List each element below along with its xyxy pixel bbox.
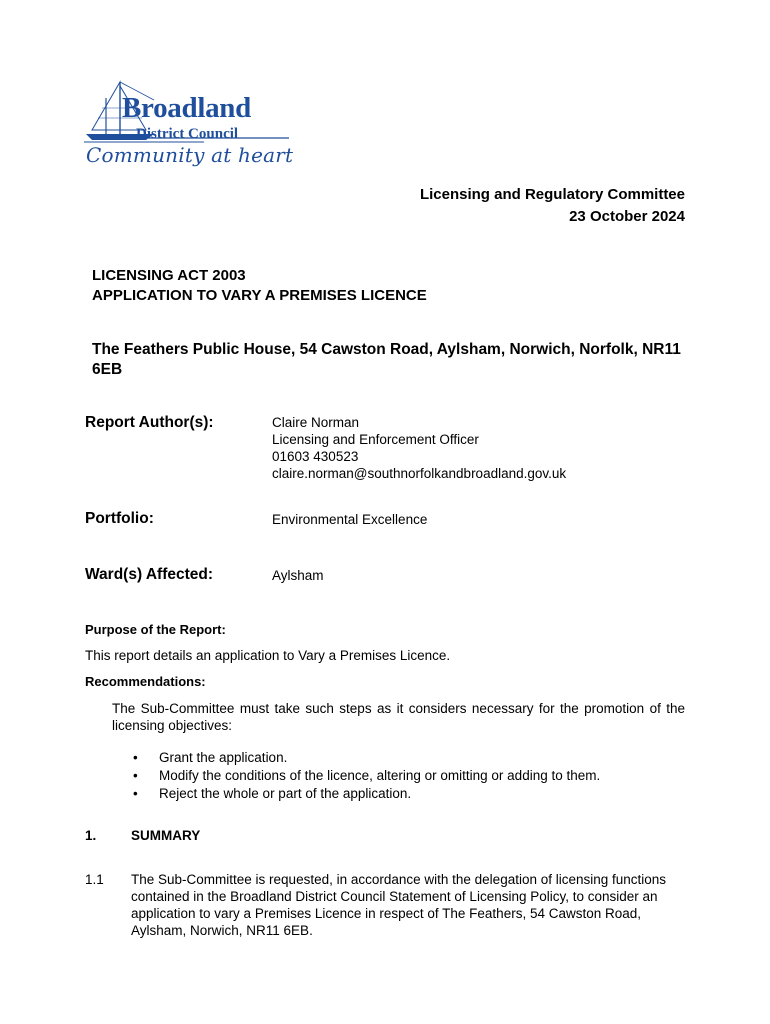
title-line-2: APPLICATION TO VARY A PREMISES LICENCE [92, 287, 427, 304]
logo-subtitle: District Council [136, 126, 239, 142]
title-line-1: LICENSING ACT 2003 [92, 267, 246, 284]
recommendations-heading: Recommendations: [85, 674, 206, 689]
list-item: • Grant the application. [159, 749, 719, 767]
portfolio-value: Environmental Excellence [272, 512, 428, 527]
purpose-text: This report details an application to Vary a Premises Licence. [85, 648, 451, 663]
logo-tagline: Community at heart [86, 143, 294, 167]
paragraph-number: 1.1 [85, 872, 104, 887]
recommendations-intro: The Sub-Committee must take such steps as it considers necessary for the promotion of the licensing objectives: [112, 701, 685, 733]
author-name: Claire Norman [272, 415, 360, 430]
section-heading: SUMMARY [131, 828, 201, 843]
committee-header [420, 184, 685, 228]
wards-value: Aylsham [272, 568, 324, 583]
report-author-label: Report Author(s): [85, 414, 214, 431]
report-title [92, 266, 427, 306]
recommendations-list [112, 749, 719, 803]
list-item: • Modify the conditions of the licence, altering or omitting or adding to them. [159, 767, 719, 785]
portfolio-label: Portfolio: [85, 510, 154, 527]
report-author-details [272, 414, 566, 482]
committee-name: Licensing and Regulatory Committee [419, 186, 685, 203]
list-item: • Reject the whole or part of the application. [159, 785, 719, 803]
meeting-date: 23 October 2024 [569, 208, 685, 225]
purpose-heading: Purpose of the Report: [85, 622, 226, 637]
author-phone: 01603 430523 [272, 449, 359, 464]
section-number: 1. [85, 828, 97, 843]
logo-wordmark: Broadland [122, 92, 251, 124]
wards-label: Ward(s) Affected: [85, 566, 214, 583]
summary-paragraph: The Sub-Committee is requested, in accordance with the delegation of licensing functions contained in the Broadland District Council Statement of Licensing Policy, to consider an application to vary a Premises Licence in respect of The Feathers, 54 Cawston Road, Aylsham, Norwich, NR11 6EB. [131, 872, 667, 938]
author-role: Licensing and Enforcement Officer [272, 432, 479, 447]
author-email[interactable]: claire.norman@southnorfolkandbroadland.gov.uk [272, 466, 567, 481]
premises-address: The Feathers Public House, 54 Cawston Road, Aylsham, Norwich, Norfolk, NR11 6EB [92, 341, 681, 378]
